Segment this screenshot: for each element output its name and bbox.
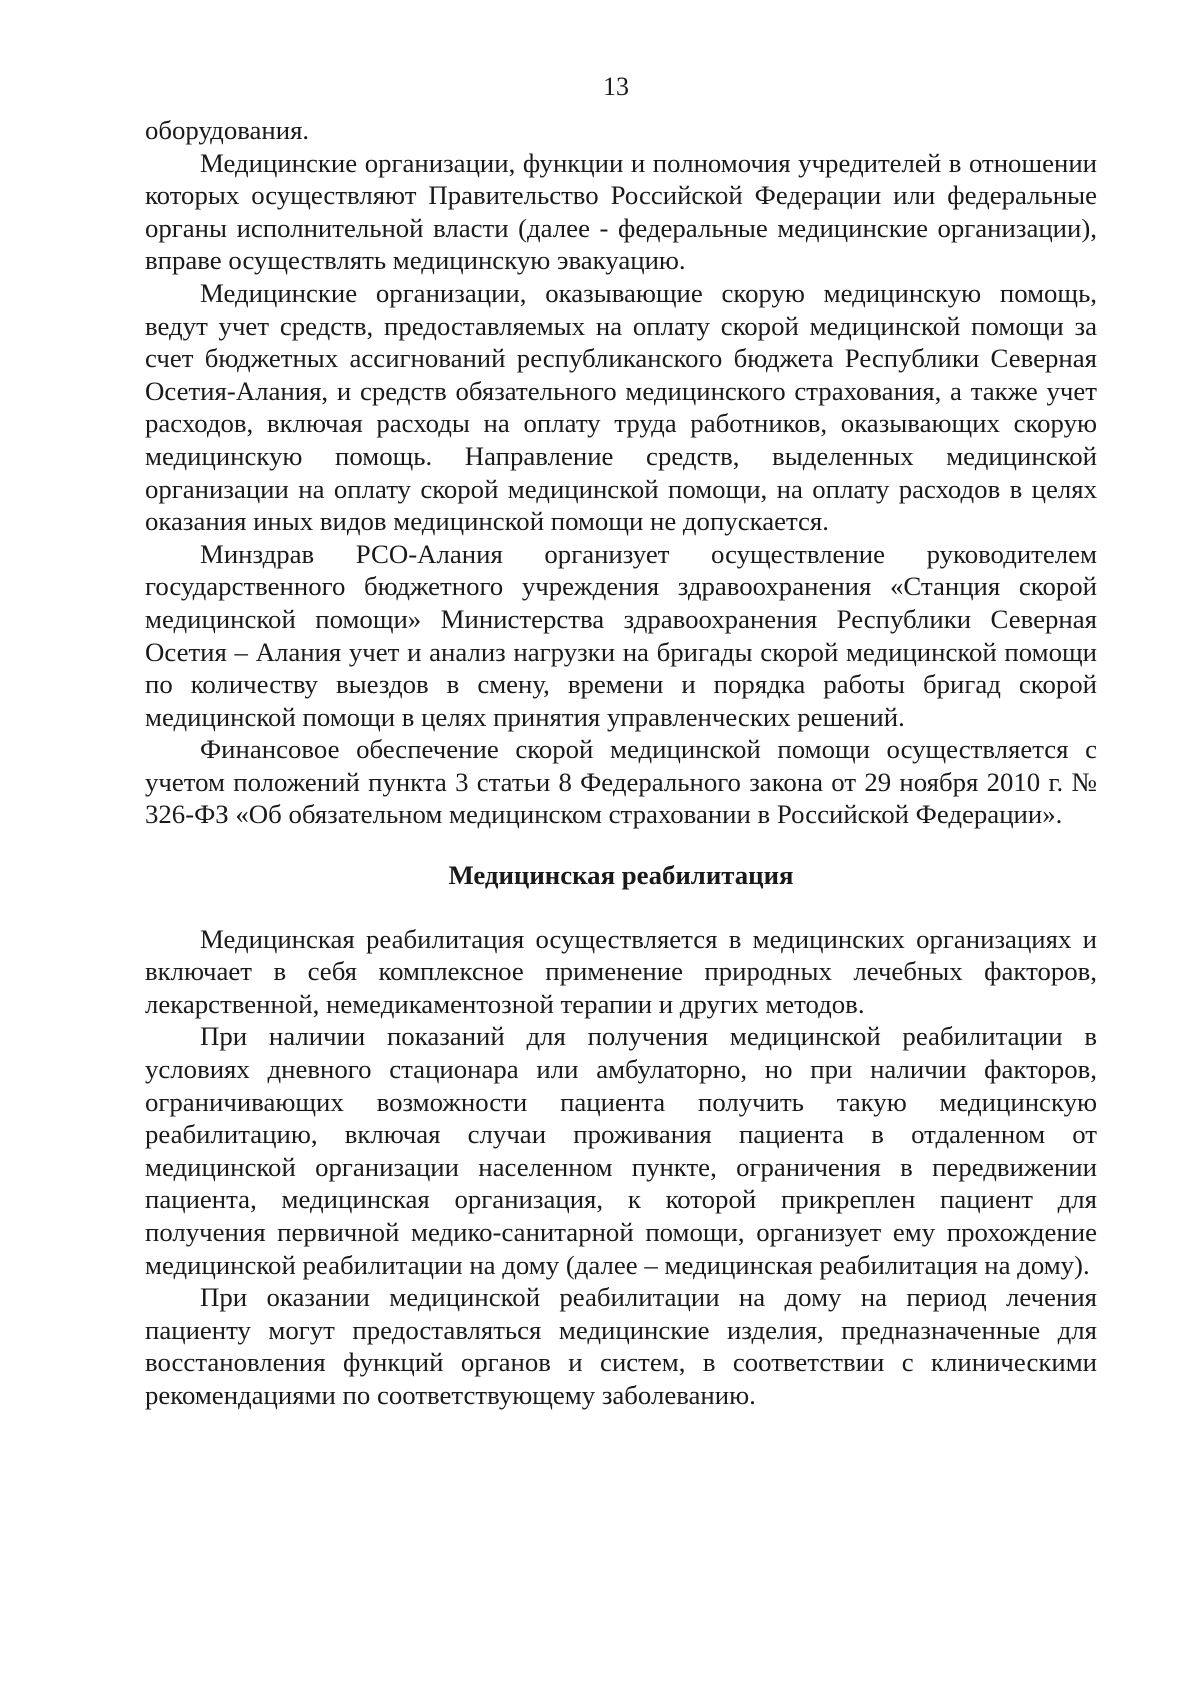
paragraph-ministry-analysis: Минздрав РСО-Алания организует осуществление руководителем государственного бюджетного учреждения здравоохранения «Станция скорой медицинской помощи» Министерства здравоохранения Республики Северная Осетия – Алания учет и анализ нагрузки на бригады скорой медицинской помощи по количеству выездов в смену, времени и порядка работы бригад скорой медицинской помощи в целях принятия управленческих решений. xyxy=(145,538,1097,732)
paragraph-federal-organizations: Медицинские организации, функции и полномочия учредителей в отношении которых осуществляют Правительство Российской Федерации или федеральные органы исполнительной власти (далее - федеральные медицинские организации), вправе осуществлять медицинскую эвакуацию. xyxy=(145,147,1097,276)
paragraph-home-rehabilitation: При наличии показаний для получения медицинской реабилитации в условиях дневного стационара или амбулаторно, но при наличии факторов, ограничивающих возможности пациента получить такую медицинскую реабилитацию, включая случаи проживания пациента в отдаленном от медицинской организации населенном пункте, ограничения в передвижении пациента, медицинская организация, к которой прикреплен пациент для получения первичной медико-санитарной помощи, организует ему прохождение медицинской реабилитации на дому (далее – медицинская реабилитация на дому). xyxy=(145,1021,1097,1280)
page-number: 13 xyxy=(603,72,629,101)
paragraph-emergency-accounting: Медицинские организации, оказывающие скорую медицинскую помощь, ведут учет средств, предоставляемых на оплату скорой медицинской помощи за счет бюджетных ассигнований республиканского бюджета Республики Северная Осетия-Алания, и средств обязательного медицинского страхования, а также учет расходов, включая расходы на оплату труда работников, оказывающих скорую медицинскую помощь. Направление средств, выделенных медицинской организации на оплату скорой медицинской помощи, на оплату расходов в целях оказания иных видов медицинской помощи не допускается. xyxy=(145,277,1097,537)
spacer xyxy=(145,892,1097,923)
paragraph-continuation: оборудования. xyxy=(145,115,310,145)
paragraph-financial-support: Финансовое обеспечение скорой медицинской помощи осуществляется с учетом положений пункта 3 статьи 8 Федерального закона от 29 ноября 2010 г. № 326-ФЗ «Об обязательном медицинском страховании в Российской Федерации». xyxy=(145,734,1097,830)
section-heading: Медицинская реабилитация xyxy=(448,860,794,891)
document-body xyxy=(145,114,1097,1412)
paragraph-medical-devices: При оказании медицинской реабилитации на дому на период лечения пациенту могут предоставляться медицинские изделия, предназначенные для восстановления функций органов и систем, в соответствии с клиническими рекомендациями по соответствующему заболеванию. xyxy=(145,1282,1097,1410)
paragraph-rehabilitation-intro: Медицинская реабилитация осуществляется в медицинских организациях и включает в себя комплексное применение природных лечебных факторов, лекарственной, немедикаментозной терапии и других методов. xyxy=(145,923,1097,1019)
spacer xyxy=(145,831,1097,859)
